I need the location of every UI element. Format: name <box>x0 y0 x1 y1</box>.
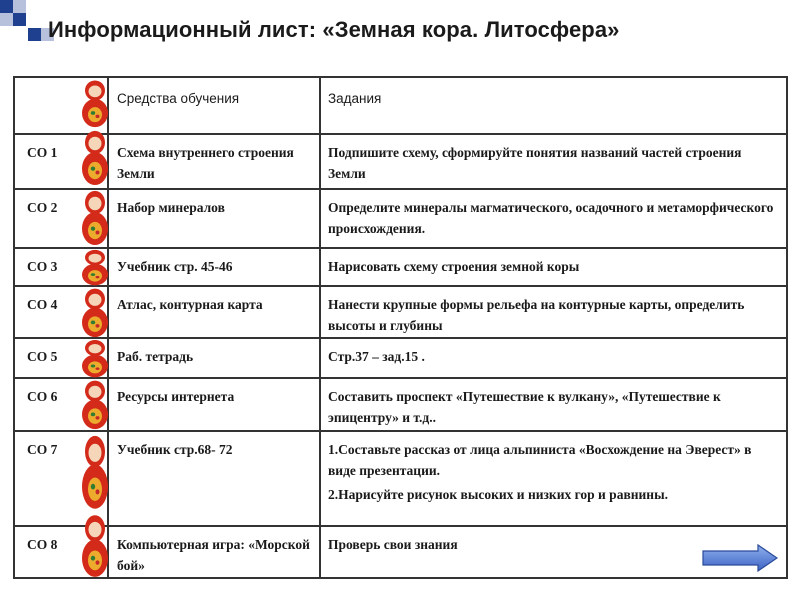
row-code: СО 7 <box>14 431 108 526</box>
row-code: СО 2 <box>14 189 108 248</box>
row-tool: Ресурсы интернета <box>108 378 320 431</box>
matryoshka-icon <box>80 432 110 510</box>
table-header-row <box>14 77 787 134</box>
header-cell-tasks: Задания <box>320 77 787 134</box>
task-text: 2.Нарисуйте рисунок высоких и низких гор и равнины. <box>328 487 668 502</box>
task-text: Проверь свои знания <box>328 537 458 552</box>
row-tool: Набор минералов <box>108 189 320 248</box>
table-row <box>14 134 787 189</box>
info-table <box>13 76 788 579</box>
row-code: СО 3 <box>14 248 108 286</box>
row-tool: Раб. тетрадь <box>108 338 320 378</box>
page-title: Информационный лист: «Земная кора. Литосфера» <box>48 17 620 42</box>
decor-square-light-1 <box>13 0 26 13</box>
row-tool: Учебник стр.68- 72 <box>108 431 320 526</box>
task-text: 1.Составьте рассказ от лица альпиниста «Восхождение на Эверест» в виде презентации. <box>328 442 752 478</box>
matryoshka-icon <box>80 378 110 430</box>
row-code: СО 4 <box>14 286 108 338</box>
row-task <box>320 338 787 378</box>
decor-square-light-2 <box>0 13 13 26</box>
task-text: Нанести крупные формы рельефа на контурные карты, определить высоты и глубины <box>328 297 745 333</box>
table-row <box>14 189 787 248</box>
row-tool: Компьютерная игра: «Морской бой» <box>108 526 320 578</box>
matryoshka-icon <box>80 248 110 286</box>
row-tool <box>108 134 320 189</box>
row-task <box>320 431 787 526</box>
table-row <box>14 526 787 578</box>
row-task <box>320 286 787 338</box>
matryoshka-icon <box>80 338 110 378</box>
next-slide-button[interactable] <box>702 544 778 572</box>
row-task <box>320 134 787 189</box>
row-code: СО 1 <box>14 134 108 189</box>
table-row <box>14 338 787 378</box>
row-code: СО 5 <box>14 338 108 378</box>
matryoshka-icon <box>80 286 110 338</box>
task-text: Подпишите схему, сформируйте понятия названий частей строения Земли <box>328 145 742 181</box>
decor-square-dark-2 <box>13 13 26 26</box>
table-row <box>14 431 787 526</box>
row-tool: Учебник стр. 45-46 <box>108 248 320 286</box>
row-code: СО 6 <box>14 378 108 431</box>
table-row <box>14 378 787 431</box>
decor-square-dark-3 <box>28 28 41 41</box>
matryoshka-icon <box>80 128 110 186</box>
row-task <box>320 248 787 286</box>
task-text: Стр.37 – зад.15 . <box>328 349 425 364</box>
row-task <box>320 378 787 431</box>
matryoshka-icon <box>80 188 110 246</box>
row-tool: Атлас, контурная карта <box>108 286 320 338</box>
row-code: СО 8 <box>14 526 108 578</box>
task-text: Составить проспект «Путешествие к вулкану», «Путешествие к эпицентру» и т.д.. <box>328 389 721 425</box>
table-row <box>14 248 787 286</box>
task-text: Определите минералы магматического, осадочного и метаморфического происхождения. <box>328 200 774 236</box>
header-cell-tools: Средства обучения <box>108 77 320 134</box>
table-row <box>14 286 787 338</box>
decor-square-dark-1 <box>0 0 13 13</box>
next-arrow-icon <box>702 544 778 572</box>
tool-text: Схема внутреннего строения Земли <box>117 145 294 181</box>
task-text: Нарисовать схему строения земной коры <box>328 259 580 274</box>
matryoshka-icon <box>80 78 110 128</box>
matryoshka-icon <box>80 512 110 578</box>
row-task <box>320 189 787 248</box>
